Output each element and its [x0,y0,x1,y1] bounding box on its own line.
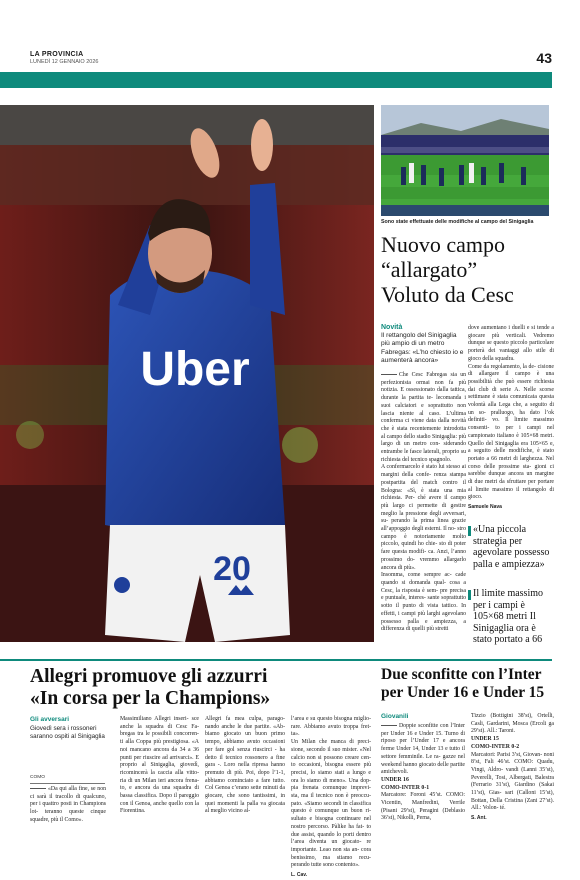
issue-date: LUNEDÌ 12 GENNAIO 2026 [30,59,99,65]
player-illustration [0,105,374,642]
youth-col1-text: Marcatore: Foroni 45’st. COMO: Vicentin, Manfredini, Verrile (Pisani 29’st), Peragini (Deblasio 36’st), Nikolli, Perna, [381,792,465,822]
pull-quote-2 [468,588,554,646]
lead-dash [381,725,397,727]
pull-quote-1-text: «Una piccola strategia per agevolare possesso palla e ampiezza» [473,524,550,570]
main-headline-line3: Voluto da Cesc [381,282,514,307]
youth-headline-line2: per Under 16 e Under 15 [381,684,545,701]
main-col2-para2: Come da regolamento, la de- cisione di allargare il campo è una possibilità che può essere richiesta dai club di serie A. Nelle scorse settimane è stata comunicata questa volontà alla Lega che, a seguito di un so- pralluogo, ha dato l’ok definiti- vo. Il limite massimo consenti- to per i campi nel campionato italiano è 105×68 metri. Quello del Sinigaglia era 105×65 e, a seguito delle modifiche, è stato portato a 66 metri di larghezza. Nel corso delle prossime sta- gioni ci sarebbe dunque ancora un margine di due metri da sfruttare per portare al limite massimo il rettangolo di gioco. [468,363,554,501]
youth-col2-score: COMO-INTER 0-2 [471,743,520,750]
youth-col1-title: UNDER 16 [381,776,409,783]
allegri-headline-line2: «In corsa per la Champions» [30,688,271,709]
quote-bar [468,526,471,536]
allegri-rule [30,783,105,784]
allegri-column-4 [291,716,371,880]
quote-bar [468,590,471,600]
lead-dash [381,374,397,376]
main-column-1 [381,372,466,634]
main-headline [381,232,553,307]
main-col2-para1: dove aumentano i duelli e si tende a giocare più verticali. Vedremo dunque se questo piccolo particolare porterà dei vantaggi allo stile di gioco della squadra. [468,325,554,362]
youth-col2-title: UNDER 15 [471,736,499,743]
youth-column-2 [471,713,554,823]
allegri-kicker: Gli avversari [30,716,70,723]
shirt-sponsor: Uber [140,343,250,396]
field-photo [381,105,549,216]
shirt-number: 20 [213,550,251,588]
youth-col2-text: Tizzio (Bottigini 38’st), Ortelli, Casli, Gardarini, Mosca (Ercoli ga 29’st). All.: Taroni. [471,713,554,735]
main-headline-line1: Nuovo campo [381,232,506,257]
stadium-illustration [381,105,549,216]
youth-headline [381,666,556,702]
page-number: 43 [536,50,552,66]
allegri-column-1 [30,786,106,825]
publication-name: LA PROVINCIA [30,51,84,58]
allegri-col4-para2: Un Milan che manca di preci- sione, secondo il suo mister. «Nel calcio non si possono creare cen- to occasioni, bisogna essere più precisi, lo siamo stati a lungo e ora lo siamo di meno». Una dop- pia frenata comunque imprevi- sta, ma il tecnico non è preoccu- pato. «Siamo secondi in classifica questo è comunque un buon ri- sultato e bisogna continuare nel nostro percorso. Pàlike ha fat- to due assist, quando lo porti dentro l’area diventa un giocato- re importante. Leao non sta an- cora benissimo, ma stiamo recu- perando tutte sono contento». [291,739,371,869]
allegri-col4-para1: l’area e su questo bisogna miglio- rare. Abbiamo avuto troppa fret- ta». [291,716,371,738]
main-col1-para1: Che Cesc Fabregas sia un perfezionista ormai non fa più notizia. E ossessionato dalla tattica, durante la partita te- lecomanda i suoi calciatori e soprattutto non lascia niente al caso. L’ultima conferma ci viene data dalla novità che è stata recentemente introdotta al campo dello stadio Sinigaglia: più largo di un metro con- siderando entrambe le fasce laterali, proprio su richiesta del tecnico spagnolo. [381,372,466,463]
youth-headline-line1: Due sconfitte con l’Inter [381,666,542,683]
field-photo-caption: Sono state effettuate delle modifiche al campo del Sinigaglia [381,219,534,225]
pull-quote-2-text: Il limite massimo per i campi è 105×68 metri Il Sinigaglia ora è stato portato a 66 [473,588,543,645]
main-deck: Il rettangolo del Sinigaglia più ampio di un metro Fabregas: «L’ho chiesto io e aumenterà ancora» [381,332,464,365]
allegri-column-2: Massimiliano Allegri inseri- sce anche la squadra di Cesc Fa- bregas tra le possibili concorren- ti alla Coppa più prestigiosa. «A noi mancano ancora da 34 a 36 punti per riuscire ad arrivarci». E proprio al Sinigaglia, giovedì, ricomincerà la caccia alla vitto- ria di un Milan ieri ancora frena- to, e ancora da una squadra di bassa classifica. Dopo il pareggio con il Genoa, anche quello con la Fiorentina. [120,716,199,815]
main-column-2 [468,325,554,512]
section-band [0,72,552,88]
lead-dash [30,788,46,790]
youth-signature: S. Ant. [471,815,487,822]
main-headline-line2: “allargato” [381,257,478,282]
masthead [30,50,552,72]
main-signature: Samuele Nava [468,504,502,511]
section-divider [0,659,552,661]
youth-col2-body: Marcatori: Parisi 3’st, Giovan- noni 8’st, Fali 46’st. COMO: Quadu, Vingi, Aldro- vandi (Lanni 35’st), Peverelli, Tosi, Albergati, Balestra (Ferrario 31’st), Giardino (Sakai 11’st), Gias- sari (Calloni 15’st), Bottan, Della Cristina (Zani 27’st). All.: Volon- té. [471,751,554,812]
youth-col1-score: COMO-INTER 0-1 [381,784,430,791]
youth-col1-intro: Doppie sconfitte con l’Inter per Under 16 e Under 15. Turno di riposo per l’Under 17 e ancora ferme Under 14, Under 13 e tutto il settore femminile. Le ra- gazze nel weekend hanno giocato delle partite amichevoli. [381,723,465,776]
main-col1-para2: A confermarcelo è stato lui stesso ai margini della confe- renza stampa postpartita del match contro il Bologna: «Sì, è stata una mia richiesta. Per- ché avere il campo più largo ci permette di gestire meglio la pressione degli avversari, su- perando la prima linea grazie all’appoggio degli esterni. Il no- stro campo è notoriamente molto piccolo, quindi ho chie- sto di poter fare questa modifi- ca. Anzi, l’anno prossimo do- vremmo allargarlo ancora di più». [381,464,467,571]
main-photo [0,105,374,642]
main-kicker: Novità [381,324,403,331]
allegri-headline-line1: Allegri promuove gli azzurri [30,666,268,687]
allegri-signature: L. Cav. [291,872,308,879]
youth-kicker: Giovanili [381,713,409,720]
allegri-place: COMO [30,775,45,780]
main-col1-para3: Insomma, come sempre ac- cade quando si domanda qual- cosa a Cesc, la risposta è sem- pre precisa e puntuale, interes- sante soprattutto sotto il punto di vista tattico. In effetti, i campi più larghi agevolano possesso palla e ampiezza, a differenza di quelli più stretti [381,572,466,633]
youth-column-1 [381,723,465,823]
pull-quote-1 [468,524,554,570]
allegri-deck: Giovedì sera i rossoneri saranno ospiti al Sinigaglia [30,725,105,740]
allegri-col1-text: «Da qui alla fine, se non ci sarà il tracollo di qualcuno, per i quattro posti in Champions lot- teranno queste cinque squadre, più il Como». [30,786,106,823]
allegri-headline [30,666,370,710]
allegri-column-3: Allegri fa mea culpa, parago- nando anche le due partite. «Ab- biamo giocato un buon primo tempo, abbiamo avuto occasioni per fare gol senza riuscirci - ha detto il tecnico rossonero a fine gara -. Loro nella ripresa hanno premuto di più. Poi, dopo l’1-1, abbiamo cominciato a fare tutto. Col Genoa c’erano sette minuti da giocare, che sono tantissimi, in quei momenti la palla va giocata al meglio vicino al- [205,716,285,815]
